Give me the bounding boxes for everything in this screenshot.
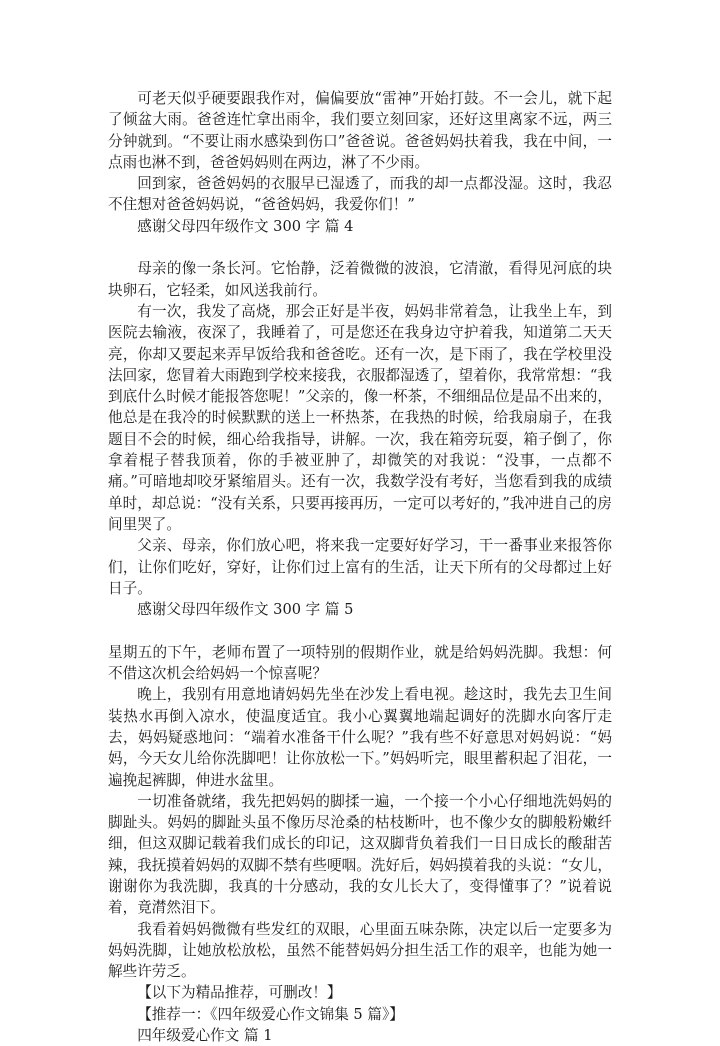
document-page bbox=[108, 88, 612, 1046]
paragraph: 星期五的下午，老师布置了一项特别的假期作业，就是给妈妈洗脚。我想：何不借这次机会给妈妈一个惊喜呢？ bbox=[108, 643, 612, 683]
paragraph: 有一次，我发了高烧，那会正好是半夜，妈妈非常着急，让我坐上车，到医院去输液，夜深了，我睡着了，可是您还在我身边守护着我，知道第二天天亮，你却又要起来弄早饭给我和爸爸吃。还有一次，是下雨了，我在学校里没法回家，您冒着大雨跑到学校来接我，衣服都湿透了，望着你，我常常想：“我到底什么时候才能报答您呢！”父亲的，像一杯茶，不细细品位是品不出来的，他总是在我冷的时候默默的送上一杯热茶，在我热的时候，给我扇扇子，在我题目不会的时候，细心给我指导，讲解。一次，我在箱旁玩耍，箱子倒了，你拿着棍子替我顶着，你的手被亚肿了，却微笑的对我说：“没事，一点都不痛。”可暗地却咬牙紧缩眉头。还有一次，我数学没有考好，当您看到我的成绩单时，却总说：“没有关系，只要再接再历，一定可以考好的，”我冲进自己的房间里哭了。 bbox=[108, 302, 612, 533]
section-heading: 感谢父母四年级作文 300 字 篇 5 bbox=[137, 601, 354, 619]
spacer bbox=[108, 237, 612, 258]
paragraph: 我看着妈妈微微有些发红的双眼，心里面五味杂陈，决定以后一定要多为妈妈洗脚，让她放松放松，虽然不能替妈妈分担生活工作的艰辛，也能为她一解些许劳乏。 bbox=[108, 920, 612, 981]
paragraph: 晚上，我别有用意地请妈妈先坐在沙发上看电视。趁这时，我先去卫生间装热水再倒入凉水，使温度适宜。我小心翼翼地端起调好的洗脚水向客厅走去，妈妈疑惑地问：“端着水准备干什么呢？”我有些不好意思对妈妈说：“妈妈，今天女儿给你洗脚吧！让你放松一下。”妈妈听完，眼里蓄积起了泪花，一遍挽起裤脚，伸进水盆里。 bbox=[108, 686, 612, 789]
spacer bbox=[108, 620, 612, 641]
recommend-link: 【推荐一：《四年级爱心作文锦集 5 篇》】 bbox=[137, 1005, 404, 1023]
paragraph: 母亲的像一条长河。它怡静，泛着微微的波浪，它清澈，看得见河底的块块卵石，它轻柔，如风送我前行。 bbox=[108, 260, 612, 299]
paragraph: 一切准备就绪，我先把妈妈的脚揉一遍，一个接一个小心仔细地洗妈妈的脚趾头。妈妈的脚趾头虽不像历尽沧桑的枯枝断叶，也不像少女的脚般粉嫩纤细，但这双脚记载着我们成长的印记，这双脚背负着我们一日日成长的酸甜苦辣，我抚摸着妈妈的双脚不禁有些哽咽。洗好后，妈妈摸着我的头说：“女儿，谢谢你为我洗脚，我真的十分感动，我的女儿长大了，变得懂事了？”说着说着，竟潸然泪下。 bbox=[108, 792, 612, 917]
section-heading: 感谢父母四年级作文 300 字 篇 4 bbox=[137, 217, 354, 235]
paragraph: 回到家，爸爸妈妈的衣服早已湿透了，而我的却一点都没湿。这时，我忍不住想对爸爸妈妈说，“爸爸妈妈，我爱你们！” bbox=[108, 175, 612, 214]
paragraph: 父亲、母亲，你们放心吧，将来我一定要好好学习，干一番事业来报答你们，让你们吃好，穿好，让你们过上富有的生活，让天下所有的父母都过上好日子。 bbox=[108, 537, 612, 597]
section-heading: 四年级爱心作文 篇 1 bbox=[137, 1027, 273, 1045]
recommend-note: 【以下为精品推荐，可删改！】 bbox=[137, 984, 342, 1002]
paragraph: 可老天似乎硬要跟我作对，偏偏要放“雷神”开始打鼓。不一会儿，就下起了倾盆大雨。爸爸连忙拿出雨伞，我们要立刻回家，还好这里离家不远，两三分钟就到。“不要让雨水感染到伤口”爸爸说。爸爸妈妈扶着我，我在中间，一点雨也淋不到，爸爸妈妈则在两边，淋了不少雨。 bbox=[108, 90, 612, 171]
